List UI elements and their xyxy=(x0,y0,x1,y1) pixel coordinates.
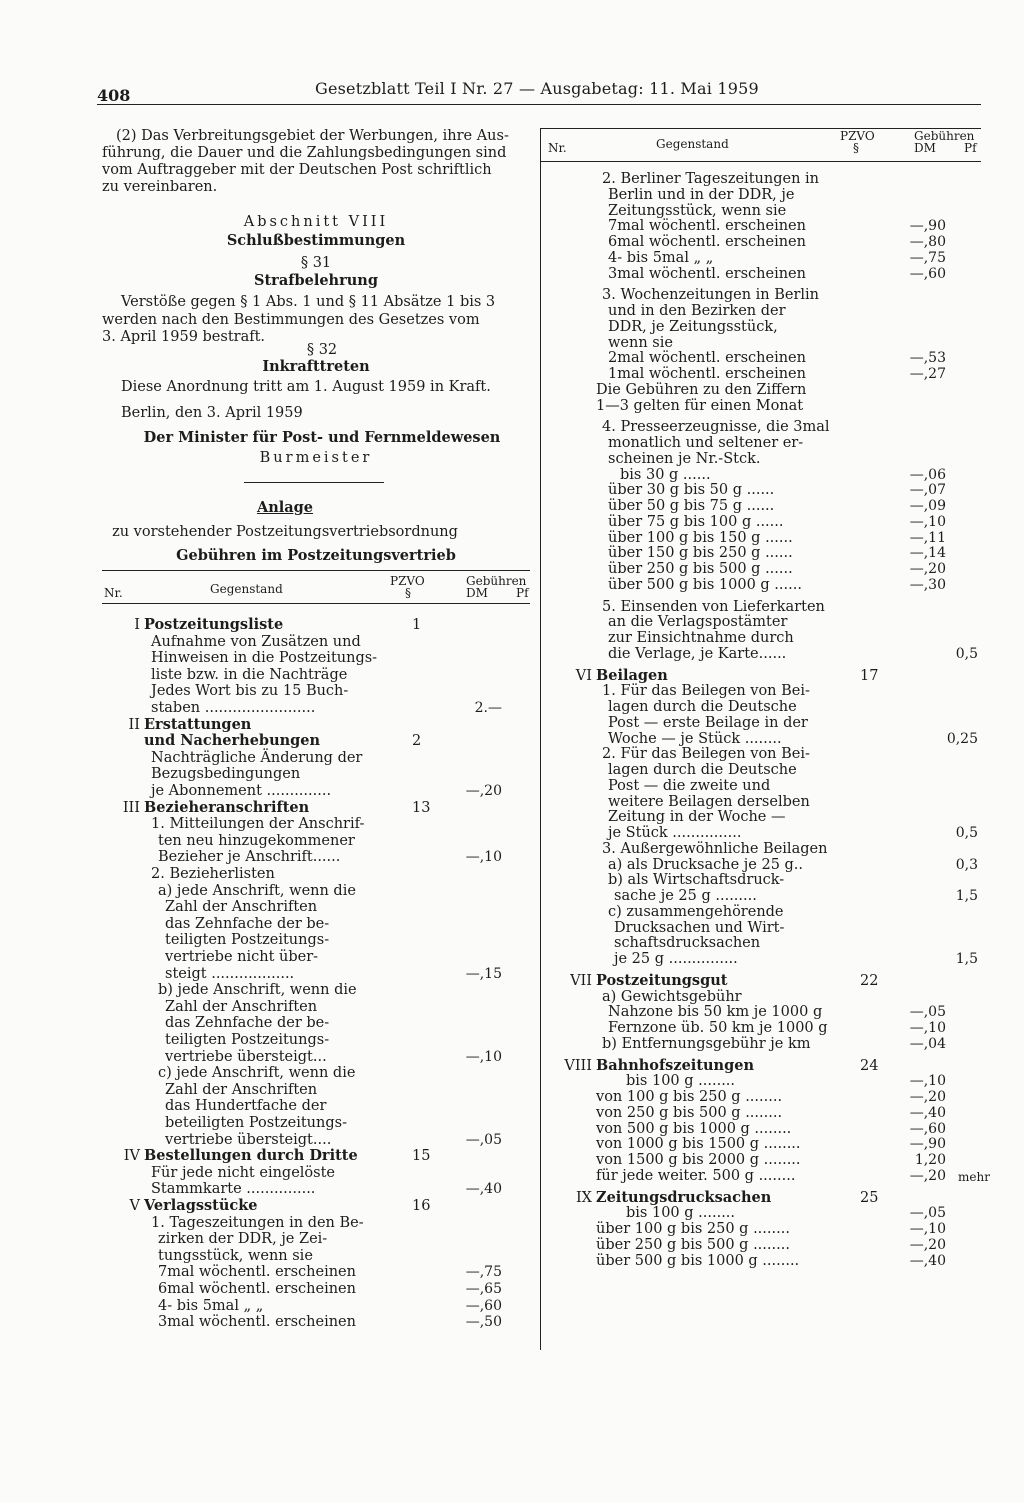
section-heading: Abschnitt VIII xyxy=(243,214,389,230)
row-fee-dm: —,10 xyxy=(909,1020,946,1036)
row-number: V xyxy=(129,1198,140,1214)
row-text: monatlich und seltener er- xyxy=(608,435,804,451)
row-text: Jedes Wort bis zu 15 Buch- xyxy=(151,683,349,700)
row-text: je Abonnement .............. xyxy=(151,783,332,799)
row-number: I xyxy=(134,617,140,633)
row-text: DDR, je Zeitungsstück, xyxy=(608,318,778,335)
right-col-nr: Nr. xyxy=(548,141,567,155)
row-text: über 500 g bis 1000 g ........ xyxy=(596,1252,800,1269)
row-text: Drucksachen und Wirt- xyxy=(614,919,785,936)
para-31-line-1: Verstöße gegen § 1 Abs. 1 und § 11 Absätze 1 bis 3 xyxy=(121,294,496,310)
row-text: 7mal wöchentl. erscheinen xyxy=(608,218,806,235)
row-text: vertriebe übersteigt.... xyxy=(165,1131,332,1148)
row-text: 6mal wöchentl. erscheinen xyxy=(158,1281,356,1297)
row-fee-dm: —,20 xyxy=(465,783,502,799)
row-text: a) Gewichtsgebühr xyxy=(602,988,742,1005)
row-fee-pf: 0,5 xyxy=(955,825,978,841)
row-text: Für jede nicht eingelöste xyxy=(151,1164,335,1181)
right-table-header-rule xyxy=(541,161,981,162)
row-fee-pf: 0,25 xyxy=(946,730,978,747)
row-text: liste bzw. in die Nachträge xyxy=(151,666,348,683)
row-text: zur Einsichtnahme durch xyxy=(608,630,794,646)
row-text: 3. Wochenzeitungen in Berlin xyxy=(602,287,820,304)
left-col-dm: DM xyxy=(466,586,488,600)
row-text: Nahzone bis 50 km je 1000 g xyxy=(608,1004,823,1021)
row-text: tungsstück, wenn sie xyxy=(158,1247,313,1264)
row-fee-dm: —,90 xyxy=(909,218,946,235)
row-text: Zeitungsstück, wenn sie xyxy=(608,202,787,219)
row-text: beteiligten Postzeitungs- xyxy=(165,1115,347,1131)
row-fee-dm: —,10 xyxy=(465,1048,502,1065)
para2-line-3: vom Auftraggeber mit der Deutschen Post schriftlich xyxy=(102,162,492,178)
row-fee-dm: —,10 xyxy=(909,513,946,530)
place-date: Berlin, den 3. April 1959 xyxy=(121,405,303,421)
row-text: Zahl der Anschriften xyxy=(165,998,318,1015)
running-title: Gesetzblatt Teil I Nr. 27 — Ausgabetag: 11. Mai 1959 xyxy=(315,79,759,98)
row-text: zirken der DDR, je Zei- xyxy=(158,1231,328,1248)
row-text: 2. Berliner Tageszeitungen in xyxy=(602,171,819,187)
row-text: über 100 g bis 150 g ...... xyxy=(608,529,793,546)
right-col-gebuehren: Gebühren xyxy=(914,129,975,143)
row-text: Fernzone üb. 50 km je 1000 g xyxy=(608,1020,828,1036)
row-text: Zeitung in der Woche — xyxy=(608,809,786,826)
row-text: 1. Mitteilungen der Anschrif- xyxy=(151,816,365,833)
row-text: 2. Für das Beilegen von Bei- xyxy=(602,746,810,763)
row-text: schaftsdrucksachen xyxy=(614,935,761,952)
row-pzvo: 16 xyxy=(412,1198,431,1214)
left-col-nr: Nr. xyxy=(104,586,123,600)
row-text: b) als Wirtschaftsdruck- xyxy=(608,872,785,889)
row-fee-dm: 2.— xyxy=(474,700,502,716)
row-text: Zahl der Anschriften xyxy=(165,1081,318,1098)
header-rule xyxy=(97,104,981,105)
row-text: 5. Einsenden von Lieferkarten xyxy=(602,598,825,615)
row-note: mehr xyxy=(958,1169,990,1184)
para-31-line-3: 3. April 1959 bestraft. xyxy=(102,329,266,345)
row-fee-dm: —,27 xyxy=(909,366,946,382)
inkraft-text: Diese Anordnung tritt am 1. August 1959 in Kraft. xyxy=(121,379,491,395)
row-fee-pf: 0,3 xyxy=(955,856,978,873)
row-text: 1—3 gelten für einen Monat xyxy=(596,397,804,414)
column-separator xyxy=(540,128,541,1350)
row-fee-dm: 1,20 xyxy=(914,1152,946,1168)
row-fee-dm: —,10 xyxy=(465,849,502,866)
row-pzvo: 15 xyxy=(412,1148,431,1165)
row-number: II xyxy=(128,716,140,733)
row-text: von 1500 g bis 2000 g ........ xyxy=(596,1152,801,1168)
row-text: Nachträgliche Änderung der xyxy=(151,749,363,766)
row-text: 1. Für das Beilegen von Bei- xyxy=(602,683,810,700)
row-text: vertriebe nicht über- xyxy=(165,949,319,965)
row-fee-dm: —,20 xyxy=(909,561,946,577)
annex-subtitle: zu vorstehender Postzeitungsvertriebsordnung xyxy=(112,524,458,540)
row-pzvo: 1 xyxy=(412,617,422,633)
row-text: über 500 g bis 1000 g ...... xyxy=(608,576,802,593)
annex-title: Anlage xyxy=(256,499,314,516)
row-text: 4. Presseerzeugnisse, die 3mal xyxy=(602,419,830,436)
row-text: und in den Bezirken der xyxy=(608,303,786,319)
row-text: über 30 g bis 50 g ...... xyxy=(608,482,775,499)
row-text: c) zusammengehörende xyxy=(608,903,784,920)
row-text: teiligten Postzeitungs- xyxy=(165,932,330,949)
row-text: Aufnahme von Zusätzen und xyxy=(151,633,361,650)
row-fee-dm: —,90 xyxy=(909,1136,946,1153)
row-text: scheinen je Nr.-Stck. xyxy=(608,450,761,467)
row-text: 2mal wöchentl. erscheinen xyxy=(608,350,806,367)
row-text: an die Verlagspostämter xyxy=(608,614,788,631)
row-pzvo: 22 xyxy=(860,972,879,989)
row-text: über 100 g bis 250 g ........ xyxy=(596,1221,790,1237)
row-number: IV xyxy=(123,1148,140,1165)
row-text: 1. Tageszeitungen in den Be- xyxy=(151,1214,364,1231)
row-fee-dm: —,40 xyxy=(465,1181,502,1198)
row-text: 3. Außergewöhnliche Beilagen xyxy=(602,840,828,857)
row-text: a) als Drucksache je 25 g.. xyxy=(608,856,804,873)
fee-table-title: Gebühren im Postzeitungsvertrieb xyxy=(176,547,456,564)
para-31-number: § 31 xyxy=(300,255,332,271)
row-fee-dm: —,80 xyxy=(909,234,946,250)
row-text: Verlagsstücke xyxy=(144,1197,258,1214)
row-fee-dm: —,60 xyxy=(909,265,946,282)
row-text: 1mal wöchentl. erscheinen xyxy=(608,366,806,382)
row-text: das Zehnfache der be- xyxy=(165,915,330,932)
right-col-pf: Pf xyxy=(964,141,977,155)
row-text: Berlin und in der DDR, je xyxy=(608,186,795,203)
para2-line-4: zu vereinbaren. xyxy=(102,179,218,195)
row-text: Bestellungen durch Dritte xyxy=(144,1147,358,1165)
row-text: Postzeitungsliste xyxy=(144,616,284,633)
row-text: a) jede Anschrift, wenn die xyxy=(158,882,356,899)
row-text: je 25 g ............... xyxy=(614,951,738,967)
left-col-pzvo: PZVO xyxy=(390,574,425,588)
row-text: Postzeitungsgut xyxy=(596,971,728,989)
row-text: c) jede Anschrift, wenn die xyxy=(158,1065,356,1082)
right-col-para: § xyxy=(853,141,859,155)
row-text: 2. Bezieherlisten xyxy=(151,866,275,882)
row-pzvo: 25 xyxy=(860,1189,879,1206)
row-fee-pf: 1,5 xyxy=(955,888,978,904)
row-number: VII xyxy=(570,972,592,989)
row-fee-dm: —,15 xyxy=(465,965,502,982)
row-text: Woche — je Stück ........ xyxy=(608,730,782,747)
row-fee-dm: —,40 xyxy=(909,1104,946,1121)
para-32-number: § 32 xyxy=(306,342,338,358)
row-fee-dm: —,05 xyxy=(465,1131,502,1148)
row-text: von 1000 g bis 1500 g ........ xyxy=(596,1136,801,1153)
row-text: bis 100 g ........ xyxy=(626,1073,736,1090)
row-text: vertriebe übersteigt... xyxy=(165,1048,327,1065)
row-text: Post — die zweite und xyxy=(608,777,771,794)
row-text: Erstattungen xyxy=(144,715,252,733)
row-number: III xyxy=(122,799,140,816)
row-fee-dm: —,06 xyxy=(909,466,946,483)
para-32-title: Inkrafttreten xyxy=(262,358,370,375)
row-text: die Verlage, je Karte...... xyxy=(608,645,787,662)
row-text: 4- bis 5mal „ „ xyxy=(608,249,714,266)
row-text: 7mal wöchentl. erscheinen xyxy=(158,1264,356,1281)
right-col-pzvo: PZVO xyxy=(840,129,875,143)
row-fee-dm: —,11 xyxy=(909,529,946,546)
row-text: über 250 g bis 500 g ........ xyxy=(596,1236,790,1253)
row-text: 3mal wöchentl. erscheinen xyxy=(158,1314,356,1331)
row-fee-dm: —,50 xyxy=(465,1314,502,1331)
row-text: das Hundertfache der xyxy=(165,1098,327,1115)
row-fee-dm: —,05 xyxy=(909,1004,946,1021)
para-31-title: Strafbelehrung xyxy=(254,272,378,289)
row-text: Die Gebühren zu den Ziffern xyxy=(596,381,807,398)
left-table-header-rule xyxy=(102,603,530,604)
row-fee-dm: —,65 xyxy=(465,1281,502,1297)
row-text: staben ........................ xyxy=(151,700,316,716)
row-text: Beilagen xyxy=(596,666,668,684)
row-text: von 250 g bis 500 g ........ xyxy=(596,1104,783,1121)
row-text: Zahl der Anschriften xyxy=(165,899,318,916)
row-pzvo: 13 xyxy=(412,799,431,816)
row-text: Stammkarte ............... xyxy=(151,1181,316,1198)
row-fee-dm: —,75 xyxy=(465,1264,502,1281)
row-text: 4- bis 5mal „ „ xyxy=(158,1297,264,1314)
row-text: b) jede Anschrift, wenn die xyxy=(158,982,357,999)
row-text: bis 100 g ........ xyxy=(626,1205,736,1222)
row-text: je Stück ............... xyxy=(608,825,742,841)
row-text: von 100 g bis 250 g ........ xyxy=(596,1089,783,1105)
row-pzvo: 2 xyxy=(412,733,422,750)
section-title: Schlußbestimmungen xyxy=(226,232,406,249)
left-col-gebuehren: Gebühren xyxy=(466,574,527,588)
row-text: wenn sie xyxy=(608,334,673,351)
row-text: Bezieheranschriften xyxy=(144,798,310,816)
row-text: über 75 g bis 100 g ...... xyxy=(608,513,784,530)
row-fee-dm: —,14 xyxy=(909,545,946,562)
divider-rule xyxy=(244,482,384,483)
row-text: 3mal wöchentl. erscheinen xyxy=(608,265,806,282)
right-col-gegenstand: Gegenstand xyxy=(656,137,729,151)
row-fee-dm: —,09 xyxy=(909,498,946,514)
row-text: das Zehnfache der be- xyxy=(165,1015,330,1032)
row-text: über 250 g bis 500 g ...... xyxy=(608,561,793,577)
row-fee-pf: 0,5 xyxy=(955,645,978,662)
row-text: lagen durch die Deutsche xyxy=(608,699,797,715)
row-text: Bezugsbedingungen xyxy=(151,766,301,783)
right-col-dm: DM xyxy=(914,141,936,155)
minister-signature: Burmeister xyxy=(259,450,373,466)
row-pzvo: 24 xyxy=(860,1057,879,1074)
row-text: und Nacherhebungen xyxy=(144,732,321,750)
left-col-gegenstand: Gegenstand xyxy=(210,582,283,596)
row-fee-dm: —,40 xyxy=(909,1252,946,1269)
row-fee-dm: —,10 xyxy=(909,1073,946,1090)
left-col-pf: Pf xyxy=(516,586,529,600)
row-text: weitere Beilagen derselben xyxy=(608,793,810,810)
page-number: 408 xyxy=(97,86,131,105)
row-text: 6mal wöchentl. erscheinen xyxy=(608,234,806,250)
row-fee-dm: —,10 xyxy=(909,1221,946,1237)
row-fee-pf: 1,5 xyxy=(955,951,978,967)
left-table-top-rule xyxy=(102,570,530,571)
para2-line-1: (2) Das Verbreitungsgebiet der Werbungen, ihre Aus- xyxy=(116,128,509,144)
row-text: b) Entfernungsgebühr je km xyxy=(602,1035,811,1052)
row-fee-dm: —,07 xyxy=(909,482,946,499)
row-number: VI xyxy=(575,667,592,684)
row-fee-dm: —,20 xyxy=(909,1167,946,1184)
row-fee-dm: —,30 xyxy=(909,576,946,593)
row-text: Bezieher je Anschrift...... xyxy=(158,849,341,866)
para-31-line-2: werden nach den Bestimmungen des Gesetzes vom xyxy=(102,312,480,328)
row-text: Hinweisen in die Postzeitungs- xyxy=(151,650,378,667)
row-text: von 500 g bis 1000 g ........ xyxy=(596,1120,792,1137)
row-fee-dm: —,20 xyxy=(909,1089,946,1105)
row-fee-dm: —,60 xyxy=(909,1120,946,1137)
minister-title: Der Minister für Post- und Fernmeldewesen xyxy=(143,429,501,446)
row-fee-dm: —,75 xyxy=(909,249,946,266)
row-number: VIII xyxy=(564,1057,592,1074)
row-text: für jede weiter. 500 g ........ xyxy=(596,1167,796,1184)
row-text: steigt .................. xyxy=(165,965,295,982)
row-text: lagen durch die Deutsche xyxy=(608,762,797,778)
row-fee-dm: —,53 xyxy=(909,350,946,367)
row-text: Zeitungsdrucksachen xyxy=(596,1188,772,1206)
row-text: bis 30 g ...... xyxy=(620,466,711,483)
row-text: Post — erste Beilage in der xyxy=(608,714,808,731)
row-text: Bahnhofszeitungen xyxy=(596,1056,755,1074)
row-number: IX xyxy=(575,1189,592,1206)
left-col-para: § xyxy=(405,586,411,600)
row-fee-dm: —,05 xyxy=(909,1205,946,1222)
row-text: über 150 g bis 250 g ...... xyxy=(608,545,793,562)
row-fee-dm: —,20 xyxy=(909,1236,946,1253)
row-text: teiligten Postzeitungs- xyxy=(165,1032,330,1048)
row-pzvo: 17 xyxy=(860,667,879,684)
row-text: sache je 25 g ......... xyxy=(614,888,757,904)
para2-line-2: führung, die Dauer und die Zahlungsbedingungen sind xyxy=(102,145,507,161)
row-text: ten neu hinzugekommener xyxy=(158,832,355,849)
row-fee-dm: —,60 xyxy=(465,1297,502,1314)
row-text: über 50 g bis 75 g ...... xyxy=(608,498,775,514)
row-fee-dm: —,04 xyxy=(909,1035,946,1052)
